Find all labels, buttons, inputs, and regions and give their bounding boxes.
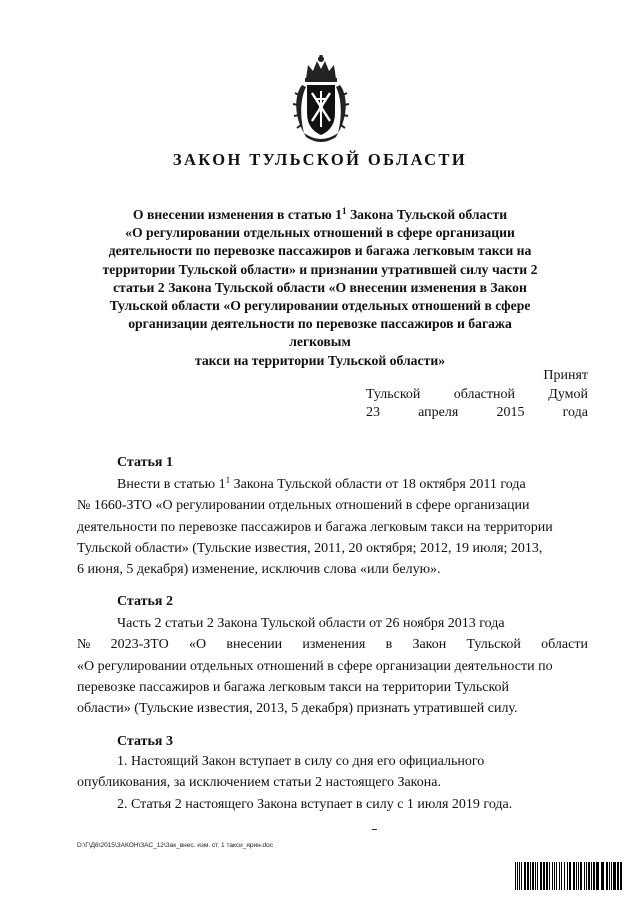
barcode-bar: [564, 862, 565, 890]
barcode-bar: [546, 862, 548, 890]
barcode-bar: [596, 862, 599, 890]
barcode-bar: [613, 862, 616, 890]
barcode-icon: [515, 862, 623, 890]
barcode-bar: [609, 862, 610, 890]
stray-mark: [372, 829, 377, 830]
barcode-bar: [517, 862, 518, 890]
article-3-text: 1. Настоящий Закон вступает в силу со дня его официального опубликования, за исключением статьи 2 настоящего Закона. 2. Статья 2 настоящего Закона вступает в силу с 1 июля 2019 года.: [77, 754, 513, 812]
barcode-bar: [524, 862, 526, 890]
barcode-bar: [580, 862, 582, 890]
adopted-date: 23 апреля 2015 года: [366, 405, 588, 420]
barcode-bar: [620, 862, 622, 890]
file-path: D:\Г\Д6\2015\ЗАКОН\ЗАС_12\Зак_внес. изм. ст. 1 такси_ярин.doc: [77, 842, 274, 849]
barcode-bar: [561, 862, 562, 890]
barcode-bar: [556, 862, 557, 890]
article-1-heading: Статья 1: [117, 455, 173, 470]
barcode-bar: [591, 862, 592, 890]
law-subject: О внесении изменения в статью $1^1$ Закона Тульской области «О регулировании отдельных отношений в сфере организации деятельности по перевозке пассажиров и багажа легковым такси на территории Тульской области» и признании утратившей силу части 2 статьи 2 Закона Тульской области «О внесении изменения в Закон Тульской области «О регулировании отдельных отношений в сфере организации деятельности по перевозке пассажиров и багажа легковым такси на территории Тульской области»: [102, 206, 538, 368]
barcode-bar: [535, 862, 536, 890]
barcode-bar: [617, 862, 619, 890]
article-3-heading: Статья 3: [117, 734, 173, 749]
barcode-bar: [519, 862, 520, 890]
barcode-bar: [578, 862, 579, 890]
article-2-heading: Статья 2: [117, 594, 173, 609]
barcode-bar: [601, 862, 604, 890]
barcode-bar: [527, 862, 529, 890]
barcode-bar: [586, 862, 587, 890]
barcode-bar: [549, 862, 550, 890]
barcode-bar: [588, 862, 590, 890]
barcode-bar: [573, 862, 575, 890]
barcode-bar: [540, 862, 542, 890]
barcode-bar: [593, 862, 595, 890]
barcode-bar: [552, 862, 553, 890]
coat-of-arms-icon: [292, 55, 350, 143]
barcode-bar: [611, 862, 612, 890]
article-1-text: Внести в статью $1^1$ Закона Тульской области от 18 октября 2011 года № 1660-ЗТО «О регулировании отдельных отношений в сфере организации деятельности по перевозке пассажиров и багажа легковым такси на территории Тульской области» (Тульские известия, 2011, 20 октября; 2012, 19 июля; 2013, 6 июня, 5 декабря) изменение, исключив слова «или белую».: [77, 475, 553, 578]
barcode-bar: [532, 862, 534, 890]
barcode-bar: [543, 862, 545, 890]
barcode-bar: [521, 862, 522, 890]
barcode-bar: [569, 862, 571, 890]
barcode-bar: [530, 862, 531, 890]
law-title: ЗАКОН ТУЛЬСКОЙ ОБЛАСТИ: [172, 150, 468, 169]
adoption-block: [366, 367, 588, 423]
barcode-bar: [584, 862, 585, 890]
adopted-by: Тульской областной Думой: [366, 386, 588, 402]
barcode-bar: [554, 862, 555, 890]
barcode-bar: [559, 862, 560, 890]
article-2-text: Часть 2 статьи 2 Закона Тульской области от 26 ноября 2013 года № 2023-ЗТО «О внесении изменения в Закон Тульской области «О регулировании отдельных отношений в сфере организации деятельности по перевозке пассажиров и багажа легковым такси на территории Тульской области» (Тульские известия, 2013, 5 декабря) признать утратившей силу.: [77, 616, 588, 717]
barcode-bar: [515, 862, 516, 890]
adopted-label: Принят: [543, 368, 588, 383]
barcode-bar: [606, 862, 608, 890]
barcode-bar: [576, 862, 577, 890]
barcode-bar: [537, 862, 538, 890]
barcode-bar: [567, 862, 568, 890]
